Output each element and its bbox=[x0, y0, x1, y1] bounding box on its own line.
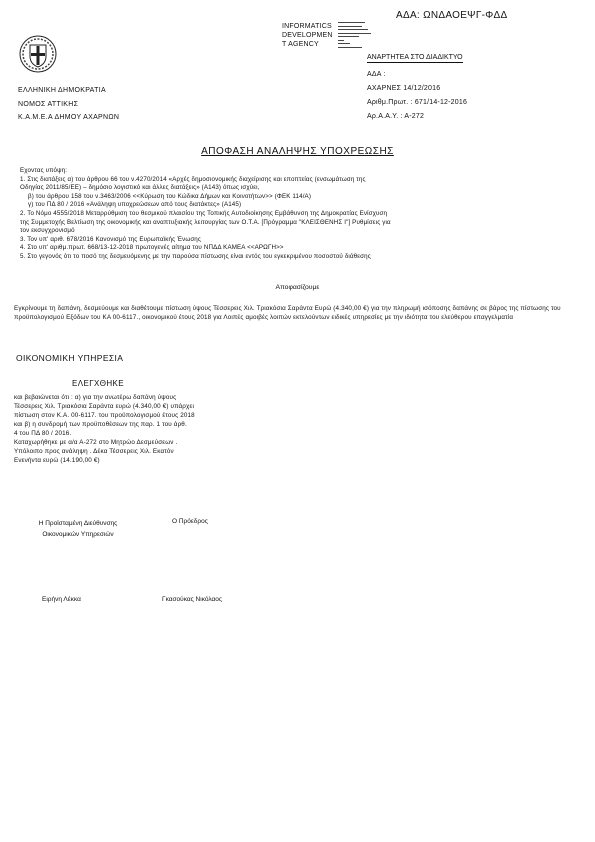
consideration-line: 2. Το Νόμο 4555/2018 Μεταρρύθμιση του θεσμικού πλαισίου της Τοπικής Αυτοδιοίκησης Εμβάθυνση της Δημοκρατίας Ενίσχυση bbox=[20, 209, 388, 217]
consideration-line: της Συμμετοχής Βελτίωση της οικονομικής και αναπτυξιακής λειτουργίας των Ο.Τ.Α. [Πρόγραμμα "ΚΛΕΙΣΘΕΝΗΣ Ι"] Ρυθμίσεις για bbox=[20, 218, 391, 226]
approval-paragraph: Εγκρίνουμε τη δαπάνη, δεσμεύουμε και διαθέτουμε πίστωση ύψους Τέσσερεις Χιλ. Τριακόσια Σαράντα Ευρώ (4.340,00 €) για την πληρωμή ισόποσης δαπάνης σε βάρος της πίστωσης του προϋπολογισμού Εξόδων του ΚΑ 00-6117., οικονομικού έτους 2018 για Λοιπές αμοιβές λοιπών εκτελούντων ειδικές υπηρεσίες με την ιδιότητα του ελεύθερου επαγγελματία bbox=[14, 305, 561, 321]
signatory-name-right: Γκασούκας Νικόλαος bbox=[162, 596, 223, 603]
reference-line: Αρ.Α.Α.Υ. : Α-272 bbox=[367, 113, 425, 120]
reference-block bbox=[367, 68, 467, 124]
verification-block bbox=[14, 393, 274, 465]
issuer-block bbox=[18, 84, 119, 125]
checked-label: ΕΛΕΓΧΘΗΚΕ bbox=[72, 379, 125, 388]
consideration-line: 1. Στις διατάξεις α) του άρθρου 66 του ν.4270/2014 «Αρχές δημοσιονομικής διαχείρισης και εποπτείας (ενσωμάτωση της bbox=[20, 175, 366, 183]
reference-line: ΑΔΑ : bbox=[367, 71, 386, 78]
verification-line: 4 του ΠΔ 80 / 2016. bbox=[14, 430, 72, 437]
consideration-line: 5. Στο γεγονός ότι το ποσό της δεσμευόμενης με την παρούσα πίστωσης είναι εντός του εγκεκριμένου ποσοστού διάθεσης bbox=[20, 252, 371, 260]
verification-line: Τέσσερεις Χιλ. Τριακόσια Σαράντα ευρώ (4.340,00 €) υπάρχει bbox=[14, 403, 194, 410]
reference-line: ΑΧΑΡΝΕΣ 14/12/2016 bbox=[367, 85, 441, 92]
finance-heading: ΟΙΚΟΝΟΜΙΚΗ ΥΠΗΡΕΣΙΑ bbox=[16, 353, 124, 363]
issuer-line: Κ.Α.Μ.Ε.Α ΔΗΜΟΥ ΑΧΑΡΝΩΝ bbox=[18, 114, 120, 121]
consideration-line: 4. Στο υπ' αριθμ.πρωτ. 668/13-12-2018 πρωτογενές αίτημα του ΝΠΔΔ ΚΑΜΕΑ <<ΑΡΩΓΗ>> bbox=[20, 244, 284, 252]
consideration-line: γ) του ΠΔ 80 / 2016 «Ανάληψη υποχρεώσεων από τους διατάκτες» (Α145) bbox=[28, 201, 242, 209]
posted-online-label: ΑΝΑΡΤΗΤΕΑ ΣΤΟ ΔΙΑΔΙΚΤΥΟ bbox=[367, 54, 463, 61]
informatics-agency-label: INFORMATICS DEVELOPMEN T AGENCY bbox=[282, 23, 333, 48]
verification-line: Καταχωρήθηκε με α/α Α-272 στο Μητρώο Δεσμεύσεων . bbox=[14, 439, 178, 446]
consideration-line: τον εκσυγχρονισμό bbox=[20, 227, 75, 235]
signatory-title-right: Ο Πρόεδρος bbox=[172, 518, 208, 525]
signatory-name-left: Ειρήνη Λέκκα bbox=[42, 596, 81, 603]
verification-line: πίστωση στον Κ.Α. 00-6117. του προϋπολογισμού έτους 2018 bbox=[14, 412, 195, 419]
signatory-title-left: Η Προϊσταμένη Διεύθυνσης Οικονομικών Υπηρεσιών bbox=[38, 520, 118, 538]
signature-stamp-text: ▬▬▬▬▬▬▬▬▬ ▬▬▬▬▬▬▬▬ ▬▬▬▬▬▬▬▬▬▬ ▬▬▬▬▬▬▬▬▬▬▬ ▬▬▬▬▬▬▬ ▬▬ ▬▬▬▬ ▬▬▬▬▬▬▬▬ bbox=[338, 20, 371, 49]
document-title: ΑΠΟΦΑΣΗ ΑΝΑΛΗΨΗΣ ΥΠΟΧΡΕΩΣΗΣ bbox=[201, 146, 394, 157]
considerations-block bbox=[20, 167, 568, 262]
consideration-line: 3. Τον υπ' αριθ. 678/2016 Κανονισμό της Ευρωπαϊκής Ένωσης bbox=[20, 235, 202, 243]
consideration-line: Εχοντας υπόψη: bbox=[20, 167, 68, 174]
greek-coat-of-arms-icon bbox=[18, 34, 58, 74]
verification-line: Ενενήντα ευρώ (14.190,00 €) bbox=[14, 457, 100, 464]
issuer-line: ΝΟΜΟΣ ΑΤΤΙΚΗΣ bbox=[18, 100, 79, 108]
decide-heading: Αποφασίζουμε bbox=[275, 284, 320, 291]
verification-line: και β) η συνδρομή των προϋποθέσεων της παρ. 1 του άρθ. bbox=[14, 421, 187, 428]
verification-line: Υπόλοιπο προς ανάληψη . Δέκα Τέσσερεις Χιλ. Εκατόν bbox=[14, 448, 174, 455]
ada-top: ΑΔΑ: ΩΝΔΑΟΕΨΓ-ΦΔΔ bbox=[396, 10, 508, 21]
issuer-line: ΕΛΛΗΝΙΚΗ ΔΗΜΟΚΡΑΤΙΑ bbox=[18, 87, 106, 94]
consideration-line: β) του άρθρου 158 του ν.3463/2006 <<Κύρωση του Κώδικα Δήμων και Κοινοτήτων>> (ΦΕΚ 114/Α) bbox=[28, 192, 312, 200]
consideration-line: Οδηγίας 2011/85/ΕΕ) – δημόσιο λογιστικό και άλλες διατάξεις» (Α143) όπως ισχύει, bbox=[20, 184, 260, 192]
verification-line: και βεβαιώνεται ότι : α) για την ανωτέρω δαπάνη ύψους bbox=[14, 394, 177, 401]
reference-line: Αριθμ.Πρωτ. : 671/14-12-2016 bbox=[367, 99, 468, 106]
